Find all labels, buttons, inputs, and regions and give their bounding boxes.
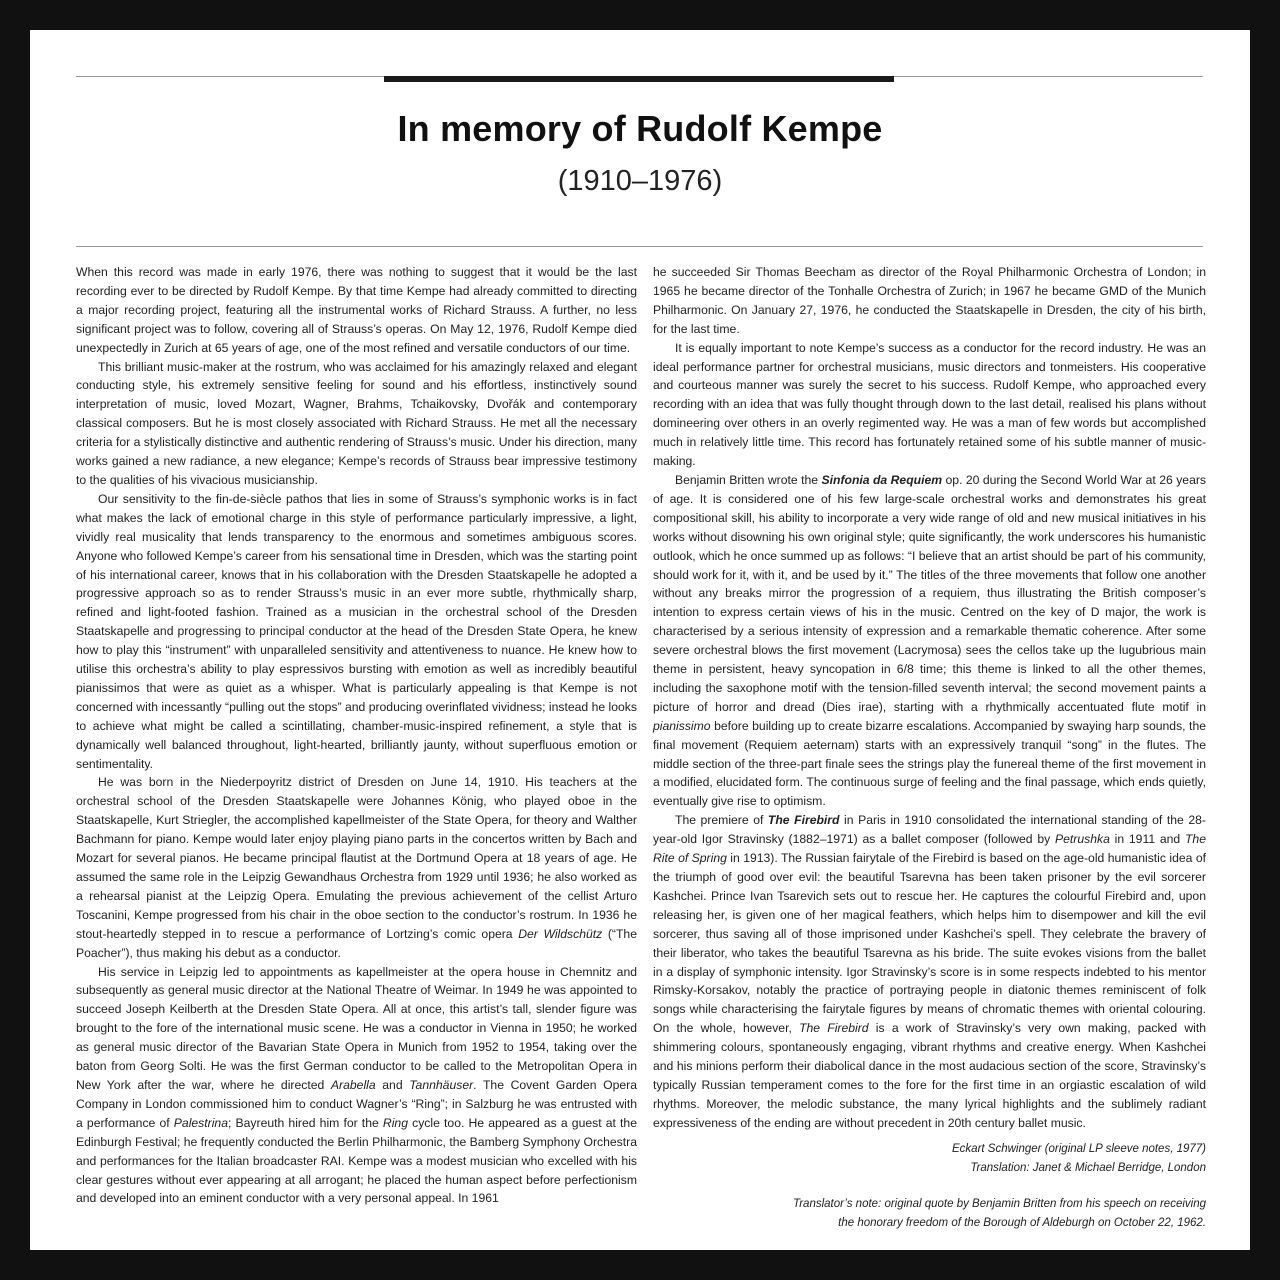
text-run: He was born in the Niederpoyritz district of Dresden on June 14, 1910. His teachers at the orchestral school of the Dresden Staatskapelle were Johannes König, who played oboe in the Staatskapelle, Kurt Striegler, the accomplished kapellmeister of the State Opera, for theory and Walther Bachmann for piano. Kempe would later enjoy playing piano parts in the concertos written by Bach and Mozart for several pianos. He became principal flautist at the Dortmund Opera at 18 years of age. He assumed the same role in the Leipzig Gewandhaus Orchestra from 1929 until 1936; he also worked as a rehearsal pianist at the Leipzig Opera. Emulating the previous achievement of the cellist Arturo Toscanini, Kempe progressed from his chair in the oboe section to the conductor’s rostrum. In 1936 he stout-heartedly stepped in to rescue a performance of Lortzing’s comic opera [76,775,637,941]
credits-block [653,1140,1206,1178]
paragraph [653,471,1206,811]
text-run: and [375,1077,410,1092]
text-run: cycle too. He appeared as a guest at the Edinburgh Festival; he frequently conducted the Berlin Philharmonic, the Bamberg Symphony Orchestra and performances for the Italian broadcaster RAI. Kempe was a modest musician who excelled with his clear gestures without ever appearing at all arrogant; he placed the human aspect before perfectionism and developed into an eminent conductor with a very personal appeal. In 1961 [76,1115,637,1206]
paragraph [653,811,1206,1132]
text-run: Benjamin Britten wrote the [675,472,822,487]
bold-title: Sinfonia da Requiem [821,472,943,487]
paragraph [76,773,637,962]
translator-note [653,1195,1206,1233]
text-run: in 1913). The Russian fairytale of the Firebird is based on the age-old humanistic idea of the triumph of good over evil: the beautiful Tsarevna has been taken prisoner by the evil sorcerer Kashchei. Prince Ivan Tsarevich sets out to rescue her. He captures the colourful Firebird and, upon releasing her, is given one of her magical feathers, which helps him to disempower and kill the evil sorcerer, thus saving all of those imprisoned under Kashchei’s spell. They celebrate the bravery of their liberator, who takes the beautiful Tsarevna as his bride. The suite evokes visions from the ballet in a display of symphonic intensity. Igor Stravinsky’s score is in some respects indebted to his mentor Rimsky-Korsakov, notably the practice of portraying people in diatonic themes reminiscent of folk songs while characterising the fairytale figures by means of chromatic themes with oriental colouring. On the whole, however, [653,851,1206,1036]
italic-title: Der Wildschütz [518,926,603,941]
italic-term: pianissimo [653,718,711,733]
text-run: . The Covent Garden Opera Company in London commissioned him to conduct Wagner’s “Ring”; in Salzburg he was entrusted with a performance of [76,1077,637,1130]
right-column [653,263,1206,1233]
text-run: is a work of Stravinsky’s very own making, packed with shimmering colours, spontaneously engaging, vibrant rhythms and creative energy. When Kashchei and his minions perform their diabolical dance in the most audacious section of the score, Stravinsky’s typically Russian temperament comes to the fore for the first time in an orgiastic escalation of wild rhythms. Moreover, the melodic substance, the many lyrical highlights and the sublimely radiant expressiveness of the ending are without precedent in 20th century ballet music. [653,1021,1206,1130]
text-run: in Paris in 1910 consolidated the international standing of the 28-year-old Igor Stravinsky (1882–1971) as a ballet composer (followed by [653,813,1206,847]
italic-title: Petrushka [1055,832,1110,847]
page-frame [30,30,1250,1250]
paragraph [76,963,637,1209]
paragraph: This brilliant music-maker at the rostrum, who was acclaimed for his amazingly relaxed and elegant conducting style, his extremely sensitive feeling for sound and his effortless, instinctively sound interpretation of music, loved Mozart, Wagner, Brahms, Tchaikovsky, Dvořák and contemporary classical composers. But he is most closely associated with Richard Strauss. He met all the necessary criteria for a stylistically distinctive and authentic rendering of Strauss’s music. Under his direction, many works gained a new radiance, a new elegance; Kempe’s records of Strauss bear impressive testimony to the qualities of his vivacious musicianship. [76,359,637,487]
text-run: op. 20 during the Second World War at 26 years of age. It is considered one of his few large-scale orchestral works and demonstrates his great compositional skill, his ability to incorporate a very wide range of old and new musical initiatives in his works without disowning his own original style; quite significantly, the work underscores his humanistic outlook, which he once summed up as follows: “I believe that an artist should be part of his community, should work for it, with it, and be used by it.” The titles of the three movements that follow one another without any breaks mirror the progression of a requiem, thus illustrating the British composer’s intention to express certain views of his in the music. Centred on the key of D major, the work is characterised by a serious intensity of expression and a remarkable thematic coherence. After some severe orchestral blows the first movement (Lacrymosa) sees the cellos take up the lugubrious main theme in persistent, heavy syncopation in 6/8 time; this theme is linked to all the other themes, including the saxophone motif with the tension-filled seventh interval; the second movement paints a picture of horror and dread (Dies irae), starting with a rhythmically accentuated flute motif in [653,472,1207,714]
text-run: in 1911 and [1109,832,1185,847]
italic-title: Palestrina [173,1115,228,1130]
italic-title: The Firebird [799,1021,869,1036]
page-subtitle-years: (1910–1976) [557,165,723,197]
translator-note-line: Translator’s note: original quote by Benjamin Britten from his speech on receiving [793,1197,1206,1210]
top-thick-rule [384,76,894,82]
paragraph: When this record was made in early 1976, there was nothing to suggest that it would be the last recording ever to be directed by Rudolf Kempe. By that time Kempe had already committed to directing a major recording project, featuring all the instrumental works of Richard Strauss. A further, no less significant project was to follow, covering all of Strauss’s operas. On May 12, 1976, Rudolf Kempe died unexpectedly in Zurich at 65 years of age, one of the most refined and versatile conductors of our time. [76,265,637,355]
paragraph: It is equally important to note Kempe’s success as a conductor for the record industry. He was an ideal performance partner for orchestral musicians, music directors and tonmeisters. His cooperative and courteous manner was surely the secret to his success. Rudolf Kempe, who approached every recording with an idea that was fully thought through down to the last detail, realised his plans without domineering over others in an overly regimented way. He was a man of few words but accomplished much in relatively little time. This record has fortunately retained some of his subtle manner of music-making. [653,340,1206,469]
text-run: before building up to create bizarre escalations. Accompanied by swaying harp sounds, the final movement (Requiem aeternam) starts with an expressively tranquil “song” in the flutes. The middle section of the three-part finale sees the strings play the funereal theme of the first movement in a modified, elucidated form. The continuous surge of feeling and the final passage, which ends quietly, eventually give rise to optimism. [653,718,1206,809]
middle-rule [76,246,1203,247]
italic-title: Tannhäuser [409,1077,474,1092]
paragraph: Our sensitivity to the fin-de-siècle pathos that lies in some of Strauss’s symphonic works is in fact what makes the lack of emotional charge in this style of performance particularly impressive, a light, vividly real musicality that lends transparency to the enormous and sometimes ambiguous scores. Anyone who followed Kempe’s career from his sensational time in Dresden, which was the starting point of his international career, knows that in his collaboration with the Dresden Staatskapelle he adopted a progressive approach so as to render Strauss’s music in an ever more subtle, rhythmically sharp, refined and light-footed fashion. Trained as a musician in the orchestral school of the Dresden Staatskapelle and progressing to principal conductor at the head of the Dresden State Opera, he knew how to play this “instrument” with unparalleled sensitivity and attentiveness to nuance. He knew how to utilise this orchestra’s ability to play espressivos bursting with emotion as well as incredibly beautiful pianissimos that were as quiet as a whisper. What is particularly appealing is that Kempe is not concerned with incessantly “pulling out the stops” and producing overinflated vividness; instead he looks to achieve what might be called a scintillating, chamber-music-inspired refinement, a style that is dynamically well balanced throughout, light-hearted, brilliantly jaunty, without superfluous emotion or sentimentality. [76,491,637,771]
translation-credit: Translation: Janet & Michael Berridge, London [970,1161,1206,1174]
page-title: In memory of Rudolf Kempe [397,108,883,149]
author-credit: Eckart Schwinger (original LP sleeve notes, 1977) [952,1142,1206,1155]
text-run: The premiere of [675,813,768,828]
translator-note-line: the honorary freedom of the Borough of Aldeburgh on October 22, 1962. [838,1216,1206,1229]
bold-title: The Firebird [767,813,840,828]
text-run: (“The Poacher”), thus making his debut as a conductor. [76,926,637,960]
left-column [76,263,637,1208]
italic-title: The Rite of Spring [653,832,1206,866]
paragraph: he succeeded Sir Thomas Beecham as director of the Royal Philharmonic Orchestra of London; in 1965 he became director of the Tonhalle Orchestra of Zurich; in 1967 he became GMD of the Munich Philharmonic. On January 27, 1976, he conducted the Staatskapelle in Dresden, the city of his birth, for the last time. [653,265,1206,336]
italic-title: Arabella [330,1077,376,1092]
italic-title: Ring [382,1115,408,1130]
text-run: His service in Leipzig led to appointments as kapellmeister at the opera house in Chemnitz and subsequently as general music director at the National Theatre of Weimar. In 1949 he was appointed to succeed Joseph Keilberth at the Dresden State Opera. All at once, this artist’s tall, slender figure was brought to the fore of the international music scene. He was a conductor in Vienna in 1950; he worked as general music director of the Bavarian State Opera in Munich from 1952 to 1954, taking over the baton from Georg Solti. He was the first German conductor to be called to the Metropolitan Opera in New York after the war, where he directed [76,964,637,1092]
text-run: ; Bayreuth hired him for the [227,1115,383,1130]
